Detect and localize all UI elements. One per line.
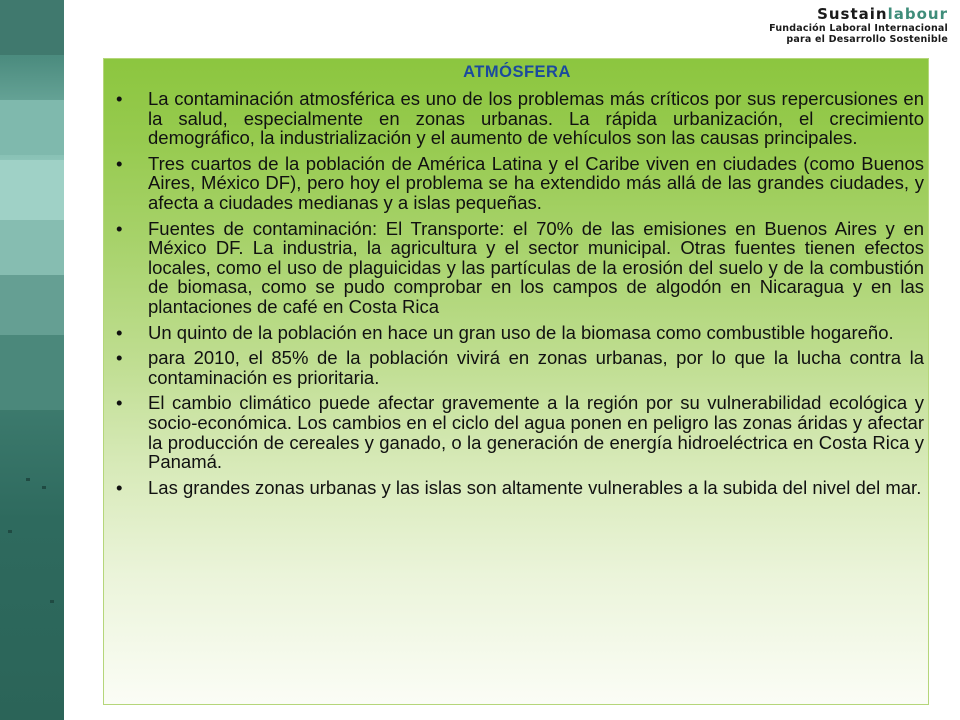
bullet-item (116, 393, 924, 471)
sidebar-band (0, 335, 64, 410)
bullet-text: Fuentes de contaminación: El Transporte: el 70% de las emisiones en Buenos Aires y en México DF. La industria, la agricultura y el sector municipal. Otras fuentes tienen efectos locales, como el uso de plaguicidas y las partículas de la erosión del suelo y de la combustión de biomasa, como se pudo comprobar en los campos de algodón en Nicaragua y en las plantaciones de café en Costa Rica (148, 217, 924, 317)
bullet-item (116, 323, 924, 343)
brand-logo (769, 6, 948, 45)
bullet-text: La contaminación atmosférica es uno de los problemas más críticos por sus repercusiones en la salud, especialmente en zonas urbanas. La rápida urbanización, el crecimiento demográfico, la industrialización y el aumento de vehículos son las causas principales. (148, 88, 924, 149)
brand-name-part2: labour (887, 5, 948, 23)
bullet-marker: • (116, 217, 123, 239)
sidebar-band (0, 160, 64, 220)
bullet-marker: • (116, 347, 123, 369)
bullet-marker: • (116, 392, 123, 414)
bullet-text: para 2010, el 85% de la población vivirá en zonas urbanas, por lo que la lucha contra la contaminación es prioritaria. (148, 347, 924, 388)
bullet-item (116, 154, 924, 213)
bullet-marker: • (116, 152, 123, 174)
sidebar-band (0, 275, 64, 335)
sidebar-mark (26, 478, 30, 481)
bullet-marker: • (116, 88, 123, 109)
sidebar-mark (8, 530, 12, 533)
bullet-text: Las grandes zonas urbanas y las islas son altamente vulnerables a la subida del nivel del mar. (148, 476, 922, 498)
bullet-text: Tres cuartos de la población de América Latina y el Caribe viven en ciudades (como Buenos Aires, México DF), pero hoy el problema se ha extendido más allá de las grandes ciudades, y afecta a ciudades medianas y a islas pequeñas. (148, 152, 924, 213)
bullet-text: El cambio climático puede afectar gravemente a la región por su vulnerabilidad ecológica y socio-económica. Los cambios en el ciclo del agua ponen en peligro las zonas áridas y afectar la producción de cereales y ganado, o la generación de energía hidroeléctrica en Costa Rica y Panamá. (148, 392, 924, 473)
bullet-item (116, 219, 924, 317)
sidebar-band (0, 0, 64, 55)
bullet-item (116, 89, 924, 148)
brand-name-part1: Sustain (817, 5, 888, 23)
left-decorative-bar (0, 0, 64, 720)
sidebar-band (0, 100, 64, 155)
bullet-list (116, 89, 924, 503)
sidebar-band (0, 220, 64, 275)
bullet-item (116, 478, 924, 498)
panel-title: ATMÓSFERA (463, 63, 571, 81)
bullet-text: Un quinto de la población en hace un gran uso de la biomasa como combustible hogareño. (148, 321, 894, 343)
bullet-marker: • (116, 321, 123, 343)
bullet-item (116, 348, 924, 387)
brand-tagline-2: para el Desarrollo Sostenible (786, 34, 948, 45)
sidebar-mark (50, 600, 54, 603)
brand-tagline-1: Fundación Laboral Internacional (769, 23, 948, 34)
bullet-marker: • (116, 476, 123, 498)
content-panel (103, 58, 929, 705)
sidebar-mark (42, 486, 46, 489)
brand-name (769, 6, 948, 23)
